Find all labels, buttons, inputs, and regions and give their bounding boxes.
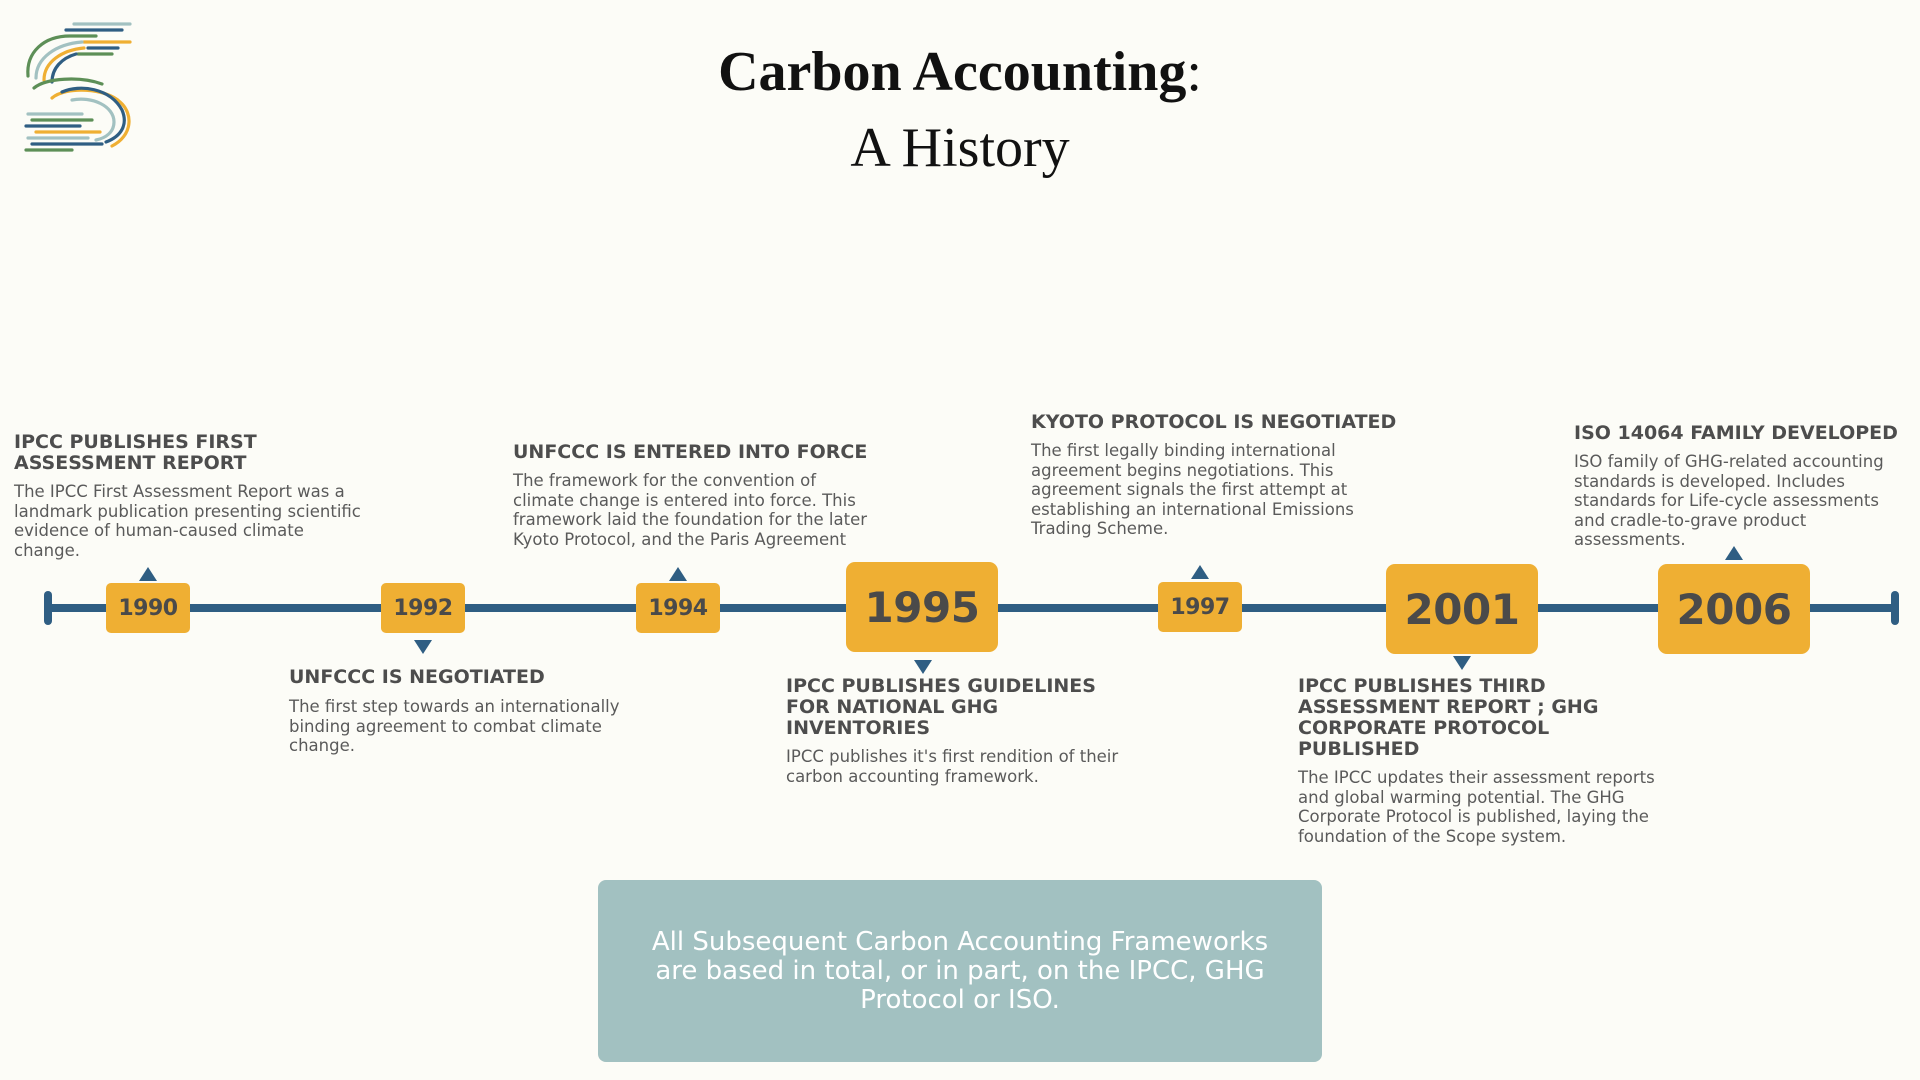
pointer-down-2001 [1453,656,1471,670]
year-badge-1994: 1994 [636,583,720,633]
event-description: The IPCC updates their assessment reports and global warming potential. The GHG Corporate Protocol is published, laying the foundation of the Scope system. [1298,768,1655,846]
pointer-down-1992 [414,640,432,654]
year-badge-1990: 1990 [106,583,190,633]
event-description: The framework for the convention of climate change is entered into force. This framework laid the foundation for the later Kyoto Protocol, and the Paris Agreement [513,471,868,549]
year-badge-2001: 2001 [1386,564,1538,654]
summary-note-box [598,880,1322,1062]
pointer-down-1995 [914,660,932,674]
event-title: KYOTO PROTOCOL IS NEGOTIATED [1031,411,1397,433]
event-description: The first step towards an internationally binding agreement to combat climate change. [289,697,620,755]
event-1995 [786,676,1126,786]
event-title: UNFCCC IS NEGOTIATED [289,666,545,688]
event-title: IPCC PUBLISHES GUIDELINES FOR NATIONAL GHG INVENTORIES [786,675,1096,739]
event-1992 [289,667,649,756]
summary-note-text: All Subsequent Carbon Accounting Frameworks are based in total, or in part, on the IPCC, GHG Protocol or ISO. [651,926,1269,1015]
event-2006 [1574,423,1914,550]
event-description: The IPCC First Assessment Report was a landmark publication presenting scientific evidence of human-caused climate change. [14,482,361,560]
pointer-up-1997 [1191,565,1209,579]
event-title: IPCC PUBLISHES FIRST ASSESSMENT REPORT [14,431,257,474]
event-1994 [513,442,873,549]
timeline-start-cap [44,591,52,625]
event-description: IPCC publishes it's first rendition of their carbon accounting framework. [786,747,1119,786]
page-title [0,40,1920,104]
event-2001 [1298,676,1658,846]
page-subtitle: A History [850,117,1070,179]
event-description: ISO family of GHG-related accounting standards is developed. Includes standards for Life-cycle assessments and cradle-to-grave product assessments. [1574,452,1884,549]
event-title: UNFCCC IS ENTERED INTO FORCE [513,441,868,463]
event-1997 [1031,412,1401,539]
year-badge-1995: 1995 [846,562,998,652]
event-title: ISO 14064 FAMILY DEVELOPED [1574,422,1898,444]
year-badge-1997: 1997 [1158,582,1242,632]
year-badge-2006: 2006 [1658,564,1810,654]
pointer-up-1990 [139,567,157,581]
event-title: IPCC PUBLISHES THIRD ASSESSMENT REPORT ; GHG CORPORATE PROTOCOL PUBLISHED [1298,675,1599,760]
pointer-up-1994 [669,567,687,581]
event-description: The first legally binding international agreement begins negotiations. This agreement signals the first attempt at establishing an international Emissions Trading Scheme. [1031,441,1354,538]
event-1990 [14,432,374,560]
page-title-main: Carbon Accounting [718,41,1187,103]
page-title-colon: : [1186,41,1202,103]
timeline-end-cap [1891,591,1899,625]
year-badge-1992: 1992 [381,583,465,633]
